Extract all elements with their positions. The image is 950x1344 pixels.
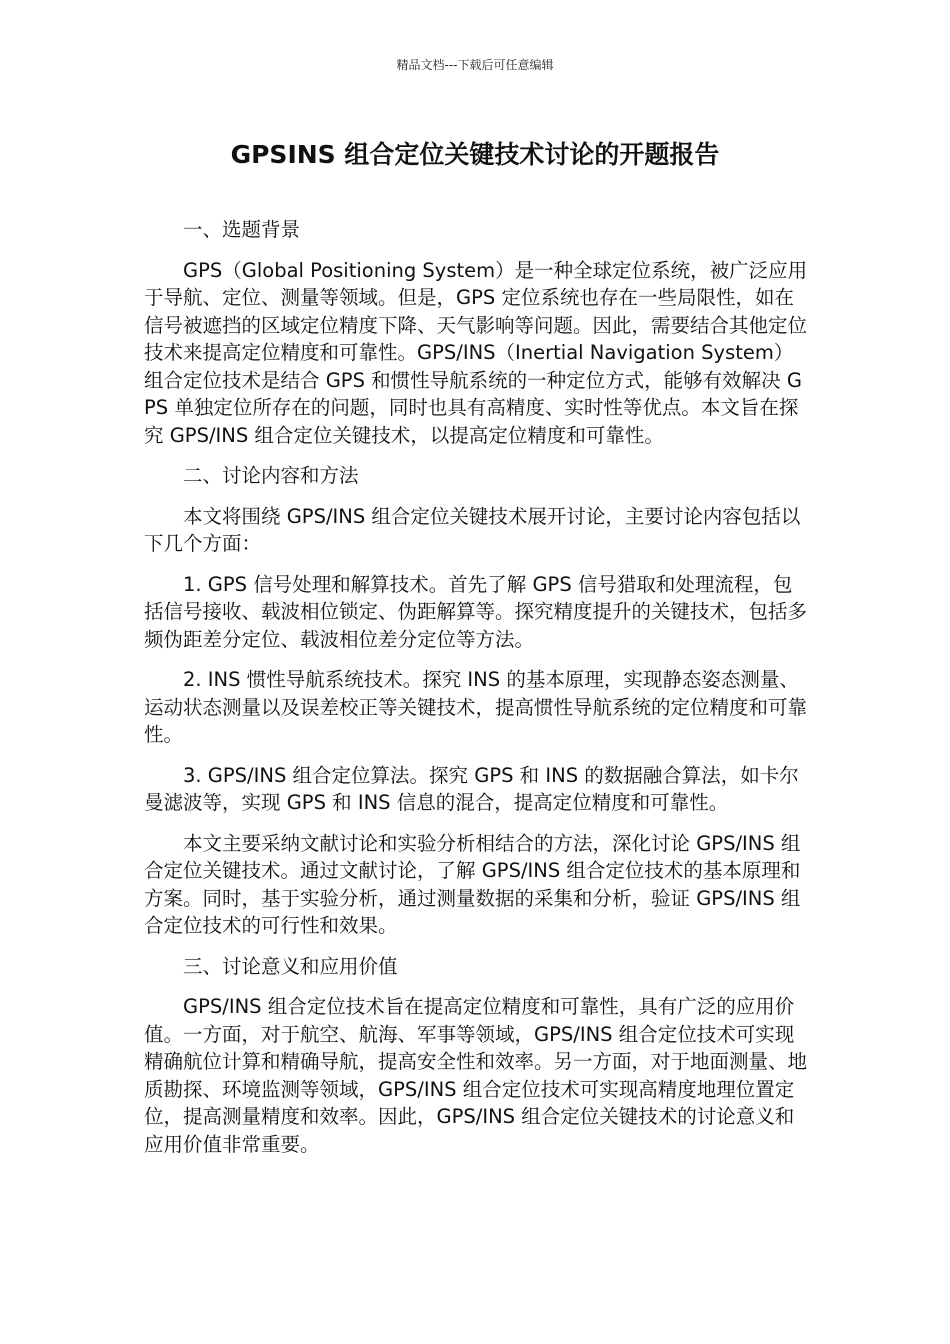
section-heading-significance: 三、讨论意义和应用价值 — [183, 954, 398, 978]
section-heading-background: 一、选题背景 — [183, 218, 301, 241]
section-heading-content-methods: 二、讨论内容和方法 — [183, 464, 359, 487]
paragraph-intro: 本文将围绕 GPS/INS 组合定位关键技术展开讨论，主要讨论内容包括以下几个方面： — [144, 504, 801, 555]
paragraph-significance: GPS/INS 组合定位技术旨在提高定位精度和可靠性，具有广泛的应用价值。一方面，对于航空、航海、军事等领域，GPS/INS 组合定位技术可实现精确航位计算和精确导航，提高安全性和效率。另一方面，对于地面测量、地质勘探、环境监测等领域，GPS/INS 组合定位技术可实现高精度地理位置定位，提高测量精度和效率。因此，GPS/INS 组合定位关键技术的讨论意义和应用价值非常重要。 — [144, 995, 808, 1156]
list-item-ins: 2. INS 惯性导航系统技术。探究 INS 的基本原理，实现静态姿态测量、运动状态测量以及误差校正等关键技术，提高惯性导航系统的定位精度和可靠性。 — [144, 668, 808, 746]
list-item-fusion: 3. GPS/INS 组合定位算法。探究 GPS 和 INS 的数据融合算法，如卡尔曼滤波等，实现 GPS 和 INS 信息的混合，提高定位精度和可靠性。 — [144, 763, 799, 814]
page-title: GPSINS 组合定位关键技术讨论的开题报告 — [230, 140, 720, 169]
header-note: 精品文档---下载后可任意编辑 — [396, 58, 554, 72]
paragraph-methods: 本文主要采纳文献讨论和实验分析相结合的方法，深化讨论 GPS/INS 组合定位关键技术。通过文献讨论，了解 GPS/INS 组合定位技术的基本原理和方案。同时，基于实验分析，通过测量数据的采集和分析，验证 GPS/INS 组合定位技术的可行性和效果。 — [144, 831, 801, 937]
paragraph-background: GPS（Global Positioning System）是一种全球定位系统，被广泛应用于导航、定位、测量等领域。但是，GPS 定位系统也存在一些局限性，如在信号被遮挡的区域定位精度下降、天气影响等问题。因此，需要结合其他定位技术来提高定位精度和可靠性。GPS/INS（Inertial Navigation System）组合定位技术是结合 GPS 和惯性导航系统的一种定位方式，能够有效解决 GPS 单独定位所存在的问题，同时也具有高精度、实时性等优点。本文旨在探究 GPS/INS 组合定位关键技术，以提高定位精度和可靠性。 — [144, 258, 808, 447]
document-body — [144, 216, 810, 1171]
list-item-gps: 1. GPS 信号处理和解算技术。首先了解 GPS 信号猎取和处理流程，包括信号接收、载波相位锁定、伪距解算等。探究精度提升的关键技术，包括多频伪距差分定位、载波相位差分定位等方法。 — [144, 572, 808, 651]
